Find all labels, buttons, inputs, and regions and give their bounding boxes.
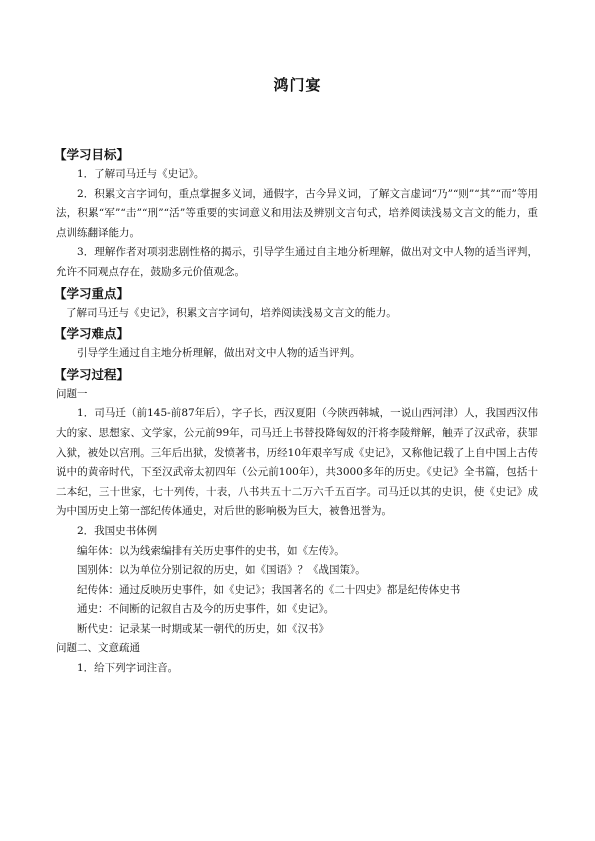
goal-item-2: 2．积累文言字词句，重点掌握多义词，通假字，古今异义词，了解文言虚词“乃”“则”“其”“而”等用法，积累“军”“击”“刑”“活”等重要的实词意义和用法及辨别文言句式，培养阅读浅易文言文的能力，重点训练翻译能力。	[56, 187, 538, 239]
question-2-paragraph-1: 1．给下列字词注音。	[77, 662, 179, 675]
page-title: 鸿门宴	[273, 76, 322, 94]
section-heading-process: 【学习过程】	[54, 366, 130, 382]
document-body	[56, 144, 538, 679]
history-style-2: 国别体：以为单位分别记叙的历史，如《国语》？《战国策》。	[77, 564, 366, 577]
question-2-label: 问题二、文意疏通	[56, 642, 140, 655]
history-style-3: 纪传体：通过反映历史事件，如《史记》；我国著名的《二十四史》都是纪传体史书	[77, 583, 461, 596]
difficulty-text: 引导学生通过自主地分析理解，做出对文中人物的适当评判。	[77, 347, 361, 360]
section-heading-goals: 【学习目标】	[54, 147, 130, 162]
history-style-5: 断代史：记录某一时期或某一朝代的历史，如《汉书》	[77, 622, 329, 635]
section-heading-focus: 【学习重点】	[54, 285, 130, 301]
history-style-4: 通史：不间断的记叙自古及今的历史事件，如《史记》。	[77, 603, 335, 616]
goal-item-1: 1．了解司马迁与《史记》。	[77, 168, 205, 180]
history-style-1: 编年体：以为线索编排有关历史事件的史书，如《左传》。	[77, 544, 345, 557]
question-1-paragraph-2: 2．我国史书体例	[77, 524, 158, 537]
section-heading-difficulty: 【学习难点】	[54, 326, 130, 342]
goal-item-3: 3．理解作者对项羽悲剧性格的揭示，引导学生通过自主地分析理解，做出对文中人物的适当评判，允许不同观点存在，鼓励多元价值观念。	[56, 246, 538, 278]
question-1-paragraph-1: 1．司马迁（前145-前87年后），字子长，西汉夏阳（今陕西韩城，一说山西河津）人，我国西汉伟大的家、思想家、文学家，公元前99年，司马迁上书替投降匈奴的汗将李陵辩解，触弄了汉武帝，获罪入狱，被处以宫刑。三年后出狱，发愤著书，历经10年艰辛写成《史记》，又称他记载了上自中国上古传说中的黄帝时代，下至汉武帝太初四年（公元前100年），共3000多年的历史。《史记》全书篇，包括十二本纪，三十世家，七十列传，十表，八书共五十二万六千五百字。司马迁以其的史识，使《史记》成为中国历史上第一部纪传体通史，对后世的影响极为巨大，被鲁迅誉为。	[56, 407, 538, 518]
question-1-label: 问题一	[56, 387, 88, 400]
focus-text: 了解司马迁与《史记》，积累文言字词句，培养阅读浅易文言文的能力。	[66, 306, 397, 319]
